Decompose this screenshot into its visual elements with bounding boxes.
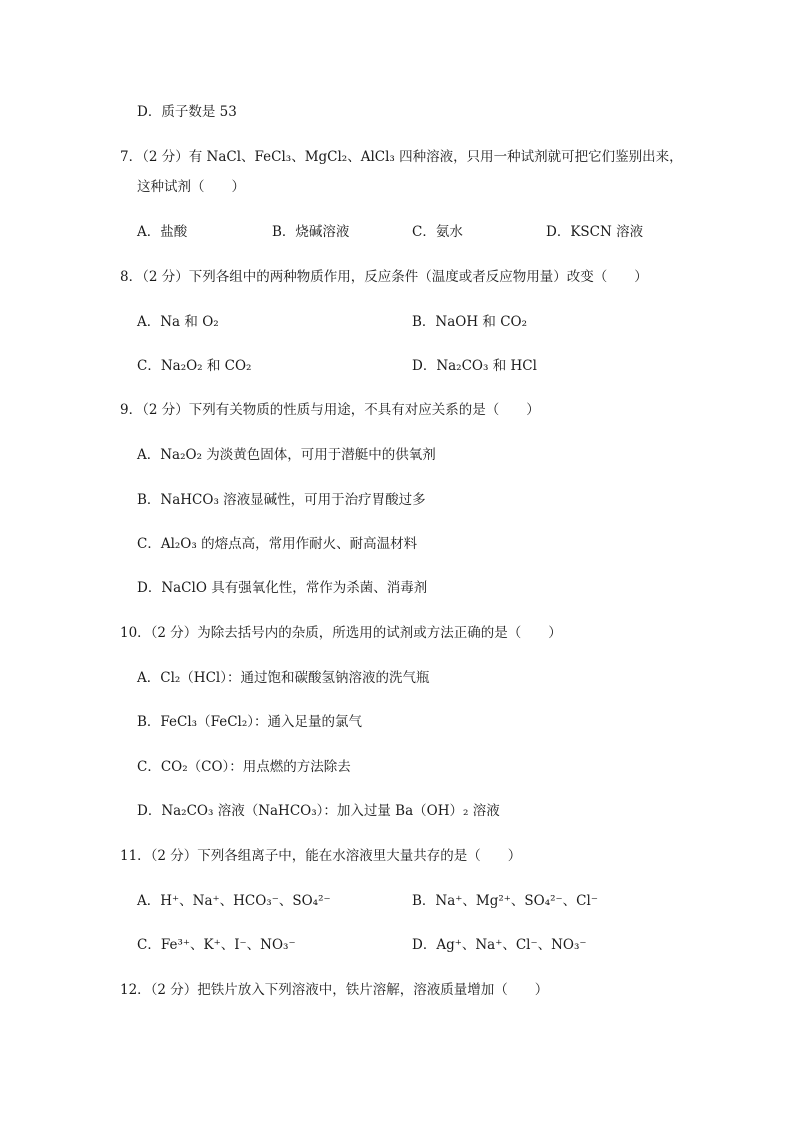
- q6-option-d: D．质子数是 53: [137, 104, 237, 120]
- q8-option-a: A．Na 和 O₂: [137, 314, 219, 330]
- q11-option-b: B．Na⁺、Mg²⁺、SO₄²⁻、Cl⁻: [412, 893, 598, 909]
- q10-stem: 10．（2 分）为除去括号内的杂质，所选用的试剂或方法正确的是（ ）: [120, 625, 562, 641]
- q7-stem-line1: 7．（2 分）有 NaCl、FeCl₃、MgCl₂、AlCl₃ 四种溶液，只用一种试剂就可把它们鉴别出来，: [120, 149, 683, 165]
- q8-option-d: D．Na₂CO₃ 和 HCl: [412, 358, 537, 374]
- q10-option-a: A．Cl₂（HCl）：通过饱和碳酸氢钠溶液的洗气瓶: [137, 670, 430, 686]
- q7-option-a: A．盐酸: [137, 224, 188, 240]
- q12-stem: 12．（2 分）把铁片放入下列溶液中，铁片溶解，溶液质量增加（ ）: [120, 982, 549, 998]
- q7-stem-line2: 这种试剂（ ）: [137, 179, 245, 195]
- q9-stem: 9．（2 分）下列有关物质的性质与用途，不具有对应关系的是（ ）: [120, 402, 540, 418]
- q8-stem: 8．（2 分）下列各组中的两种物质作用，反应条件（温度或者反应物用量）改变（ ）: [120, 269, 648, 285]
- q10-option-c: C．CO₂（CO）：用点燃的方法除去: [137, 759, 351, 775]
- q8-option-b: B．NaOH 和 CO₂: [412, 314, 528, 330]
- q9-option-b: B．NaHCO₃ 溶液显碱性，可用于治疗胃酸过多: [137, 492, 426, 508]
- q7-option-b: B．烧碱溶液: [272, 224, 350, 240]
- q11-option-a: A．H⁺、Na⁺、HCO₃⁻、SO₄²⁻: [137, 893, 331, 909]
- q9-option-a: A．Na₂O₂ 为淡黄色固体，可用于潜艇中的供氧剂: [137, 447, 436, 463]
- q7-option-c: C．氨水: [412, 224, 463, 240]
- q10-option-b: B．FeCl₃（FeCl₂）：通入足量的氯气: [137, 714, 363, 730]
- q8-option-c: C．Na₂O₂ 和 CO₂: [137, 358, 252, 374]
- q10-option-d: D．Na₂CO₃ 溶液（NaHCO₃）：加入过量 Ba（OH）₂ 溶液: [137, 803, 500, 819]
- q9-option-c: C．Al₂O₃ 的熔点高，常用作耐火、耐高温材料: [137, 536, 418, 552]
- q9-option-d: D．NaClO 具有强氧化性，常作为杀菌、消毒剂: [137, 580, 428, 596]
- q11-option-c: C．Fe³⁺、K⁺、I⁻、NO₃⁻: [137, 937, 296, 953]
- q11-stem: 11．（2 分）下列各组离子中，能在水溶液里大量共存的是（ ）: [120, 848, 522, 864]
- q11-option-d: D．Ag⁺、Na⁺、Cl⁻、NO₃⁻: [412, 937, 587, 953]
- q7-option-d: D．KSCN 溶液: [546, 224, 644, 240]
